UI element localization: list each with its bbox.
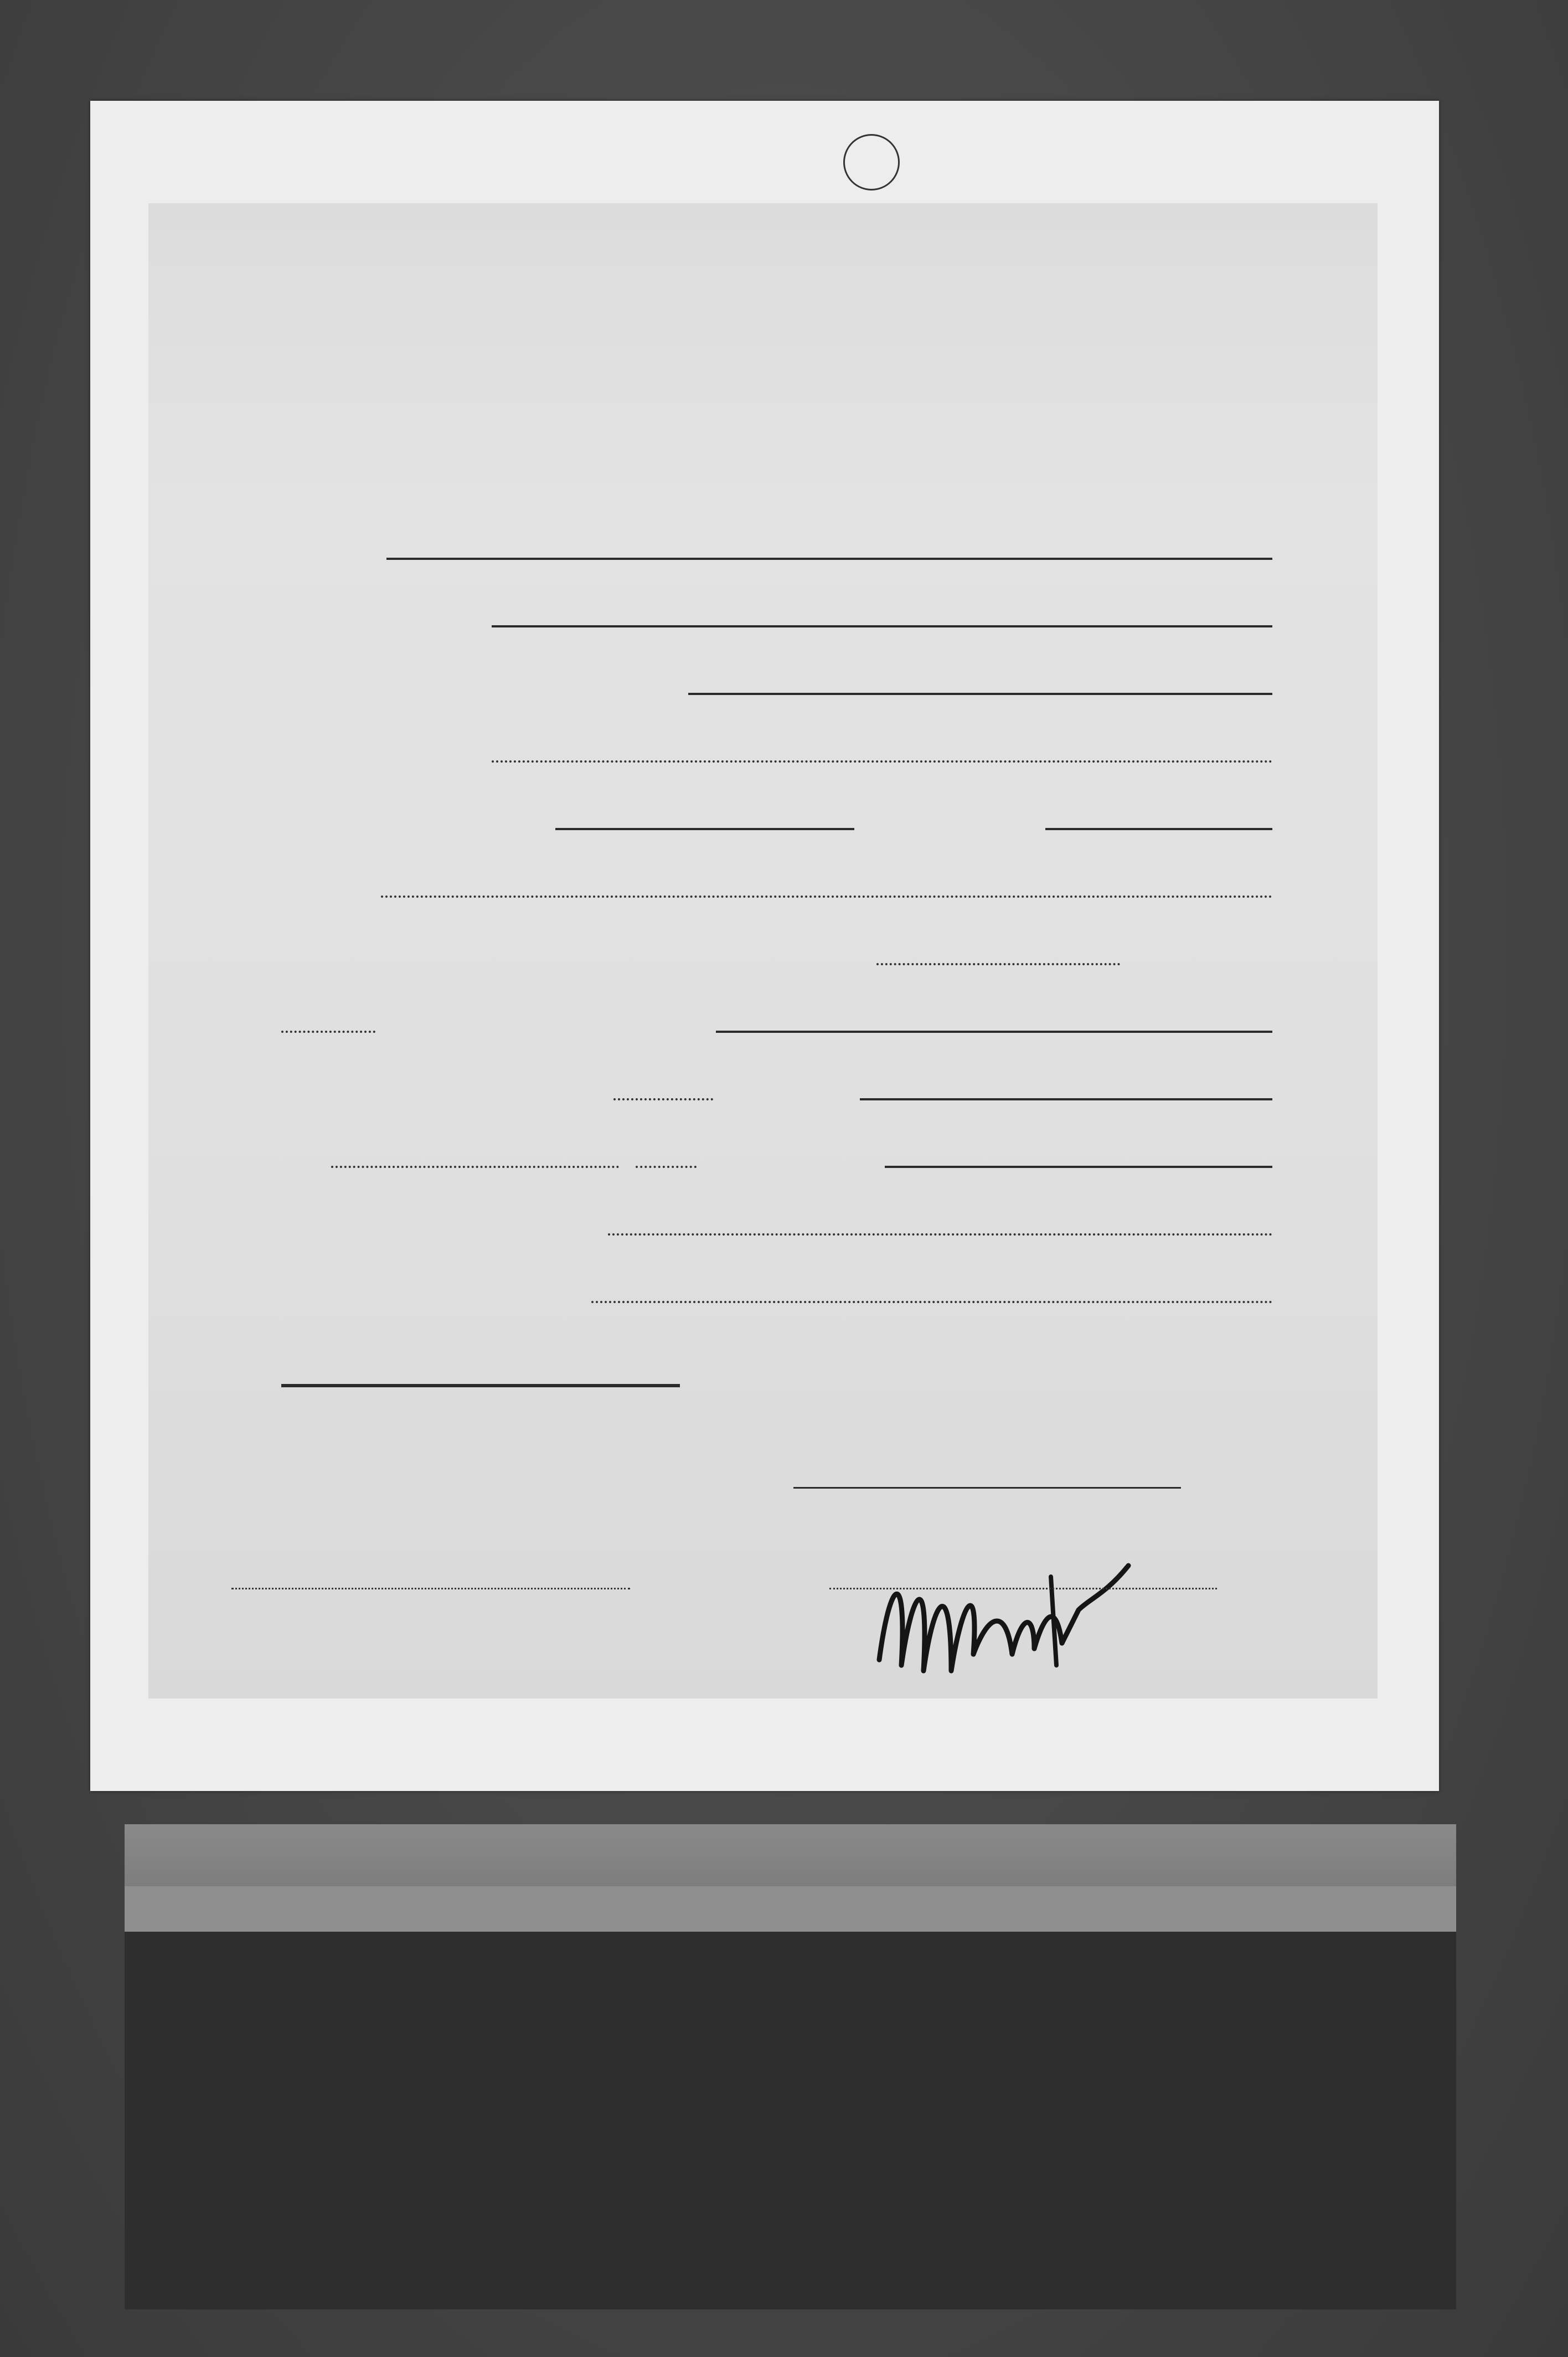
field-line-bezog xyxy=(876,963,1120,965)
signature-right-scribble xyxy=(868,1543,1156,1687)
field-line-eltern xyxy=(688,693,1272,695)
field-line-familie xyxy=(716,1031,1272,1033)
registration-form xyxy=(148,203,1378,1699)
field-line-vorname xyxy=(492,625,1272,627)
field-line-strasse xyxy=(860,1098,1272,1100)
field-line-geburtsdatum xyxy=(555,828,854,830)
field-line-personalausweis xyxy=(591,1301,1272,1303)
field-line-name xyxy=(386,558,1272,560)
field-line-date xyxy=(793,1487,1181,1489)
photographic-print xyxy=(90,101,1439,1791)
field-line-beruf xyxy=(381,896,1272,898)
field-line-nr xyxy=(331,1166,619,1168)
field-line-nr-2 xyxy=(636,1166,697,1168)
field-line-familie-count xyxy=(281,1031,375,1033)
signature-left-line xyxy=(231,1588,630,1589)
field-line-religion xyxy=(1045,828,1272,830)
signature-right-line xyxy=(829,1588,1217,1589)
field-line-geburtsort xyxy=(492,760,1272,763)
circled-page-number xyxy=(843,134,900,191)
field-line-reg-nr xyxy=(885,1166,1272,1168)
color-name-row xyxy=(125,1886,1456,1932)
color-patch-row-saturated xyxy=(125,2047,1456,2169)
field-line-fruehere-adresse xyxy=(608,1233,1272,1236)
anmerkungen-underline xyxy=(281,1384,680,1387)
color-checker-card xyxy=(125,1824,1456,2309)
color-patch-row-light xyxy=(125,1932,1456,2047)
gray-scale-row xyxy=(125,2169,1456,2309)
field-line-wohn xyxy=(613,1098,713,1100)
ruler-scale xyxy=(125,1824,1456,1886)
